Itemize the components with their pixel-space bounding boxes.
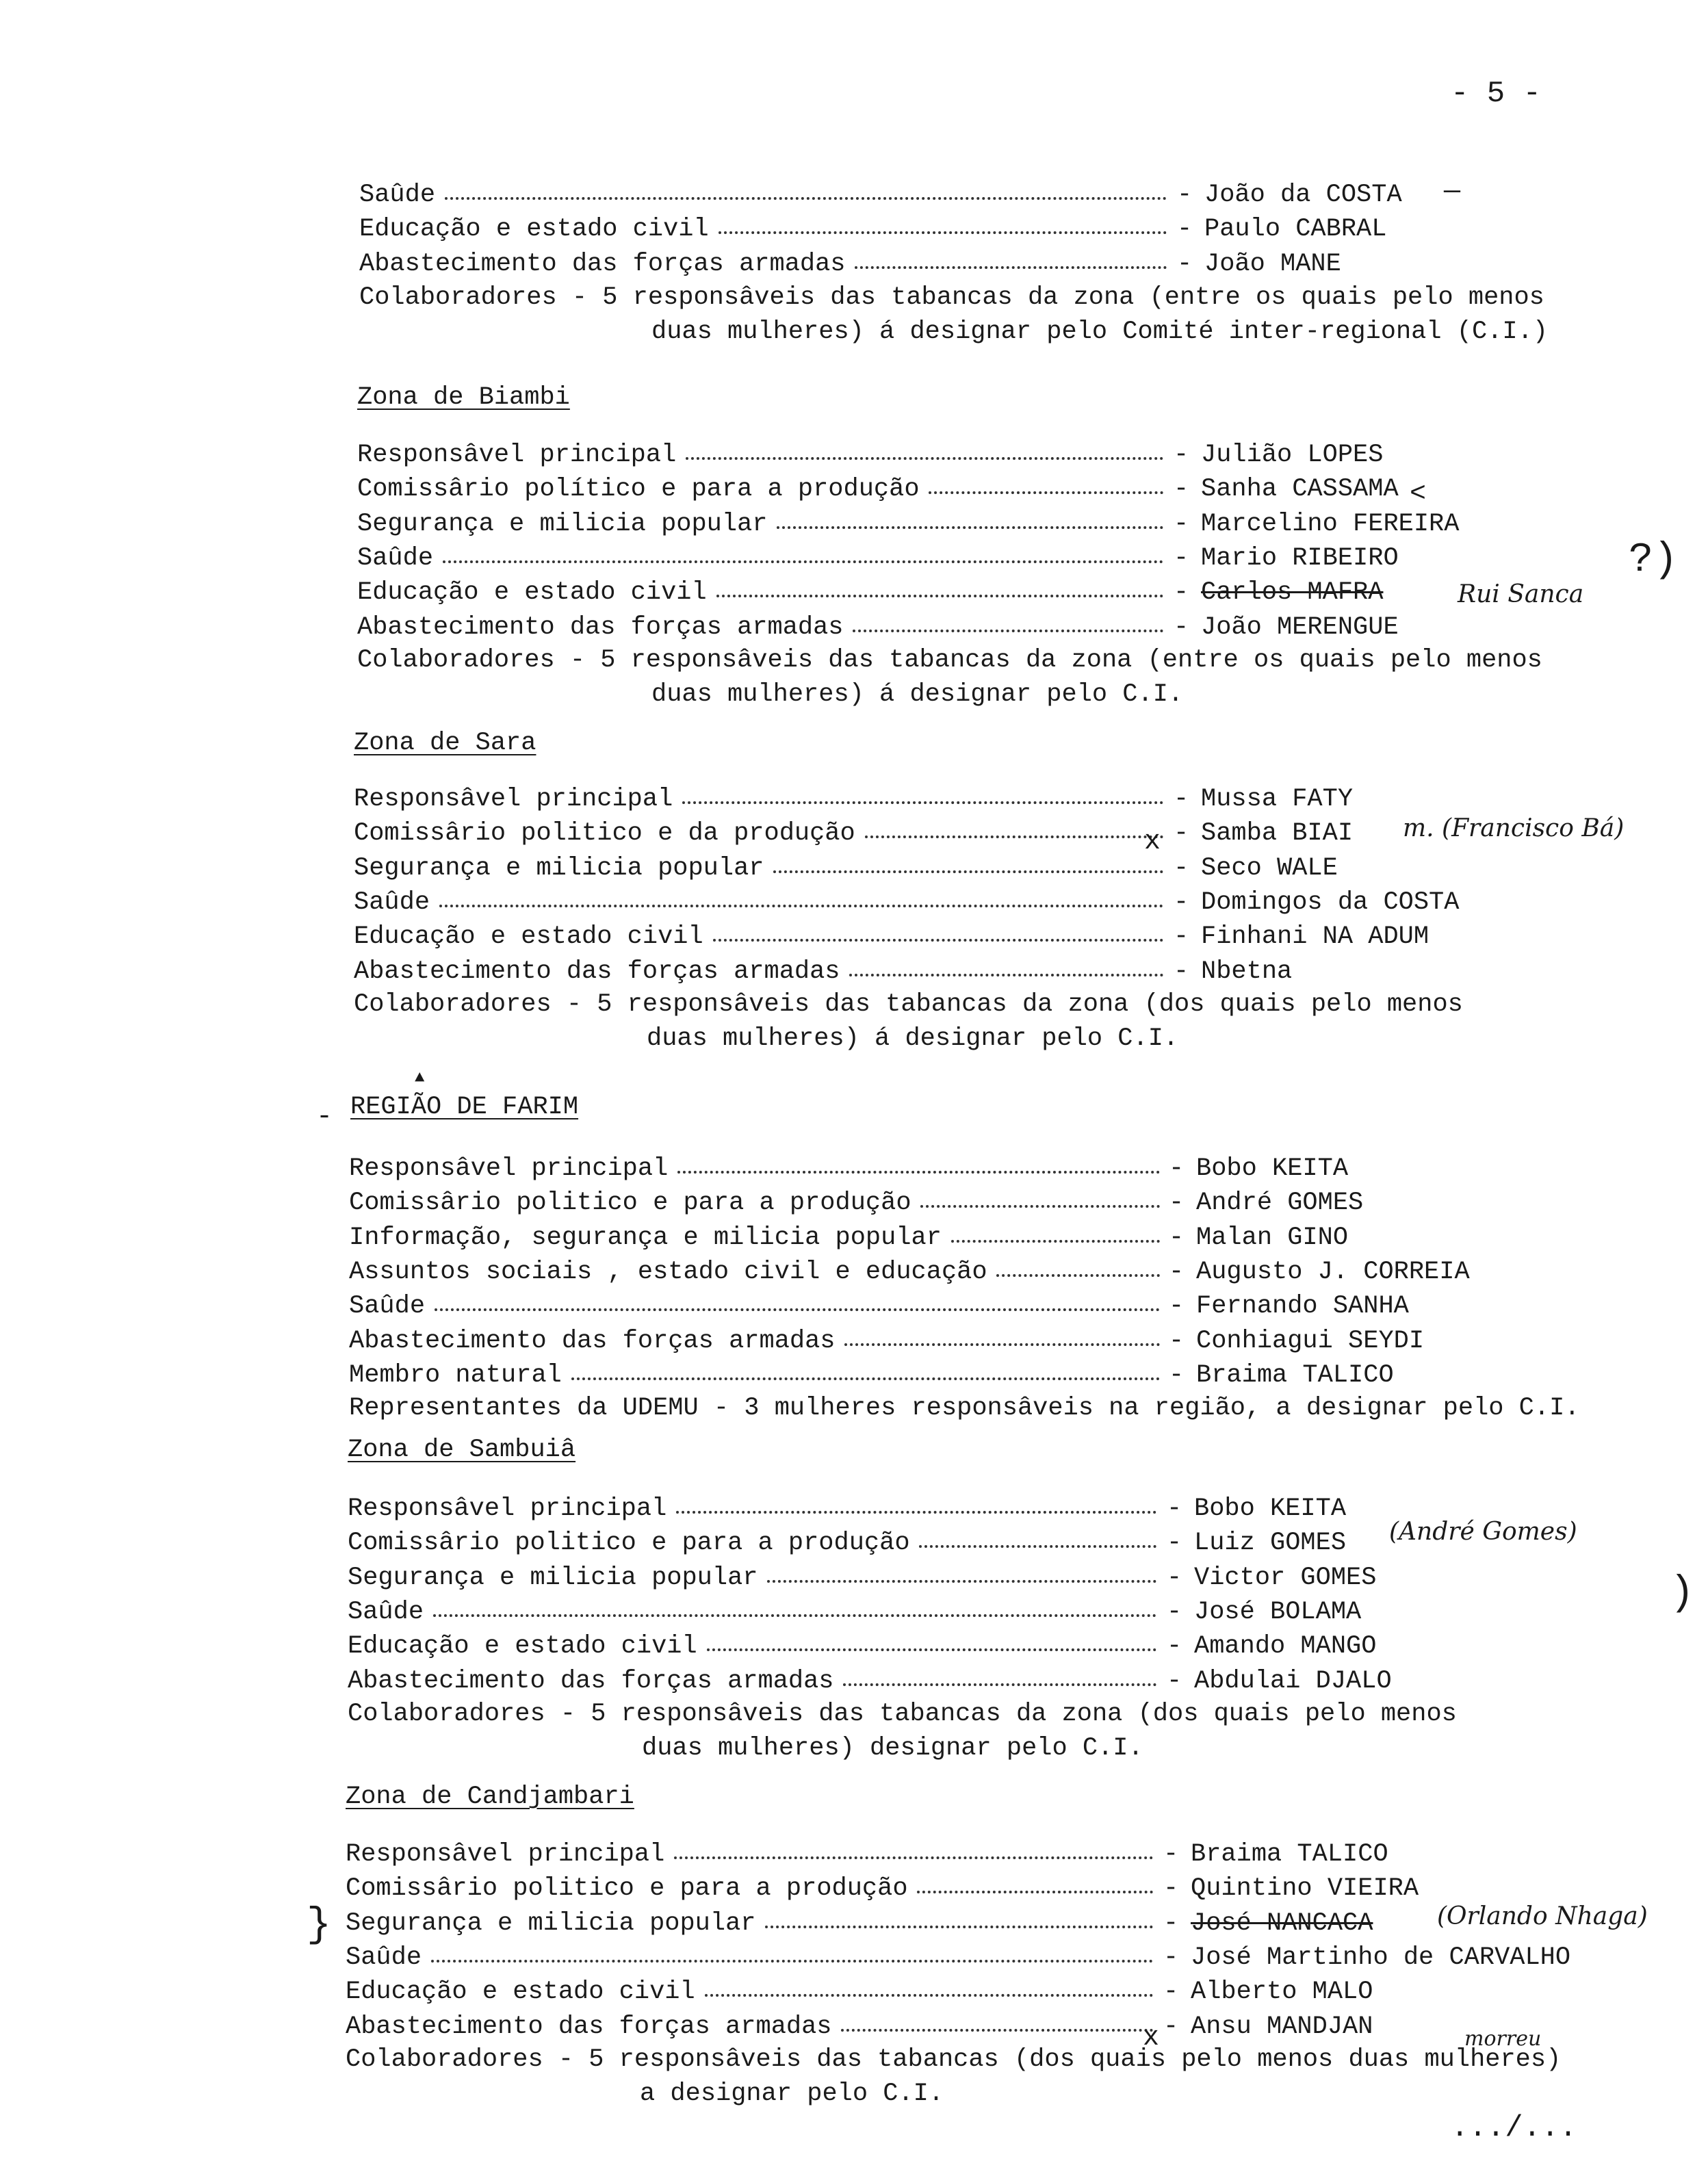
position-label: Responsâvel principal <box>346 1840 665 1869</box>
position-label: Informação, segurança e milicia popular <box>349 1223 942 1252</box>
collaborators-text: Colaboradores - 5 responsâveis das tabancas da zona (dos quais pelo menos <box>354 990 1463 1019</box>
position-label: Comissârio politico e para a produção <box>349 1189 911 1218</box>
position-label: Abastecimento das forças armadas <box>359 249 846 279</box>
dash-separator: - <box>1167 1529 1182 1558</box>
dotted-leader <box>843 1683 1156 1686</box>
dotted-leader <box>707 1648 1156 1651</box>
dotted-leader <box>433 1614 1156 1617</box>
dash-separator: - <box>1163 1978 1179 2007</box>
position-row <box>349 1221 1697 1255</box>
handwritten-note-andre-gomes: (André Gomes) <box>1389 1518 1577 1546</box>
dash-separator: - <box>1169 1154 1185 1183</box>
section-heading: REGIÃO DE FARIM <box>350 1093 579 1122</box>
dash-separator: - <box>1167 1494 1182 1523</box>
position-row <box>346 1871 1697 1906</box>
handwritten-note-rui-sanca: Rui Sanca <box>1458 580 1584 608</box>
dash-separator: - <box>1163 1840 1179 1869</box>
person-name: Paulo CABRAL <box>1204 215 1387 244</box>
person-name: Domingos da COSTA <box>1201 888 1460 917</box>
dotted-leader <box>435 1308 1160 1311</box>
position-row <box>348 1629 1697 1663</box>
position-label: Responsâvel principal <box>349 1154 669 1183</box>
dash-separator: - <box>1174 922 1189 952</box>
collaborators-text: a designar pelo C.I. <box>640 2080 944 2109</box>
person-name: José BOLAMA <box>1194 1597 1362 1627</box>
dotted-leader <box>676 1511 1156 1514</box>
position-row <box>349 1289 1697 1323</box>
collaborators-text: duas mulheres) á designar pelo Comité inter-regional (C.I.) <box>651 318 1549 347</box>
dotted-leader <box>917 1891 1153 1893</box>
dash-separator: - <box>1174 785 1189 814</box>
position-label: Segurança e milicia popular <box>348 1563 758 1592</box>
continuation-mark: .../... <box>1451 2111 1577 2145</box>
collaborators-text: Representantes da UDEMU - 3 mulheres responsâveis na região, a designar pelo C.I. <box>349 1394 1580 1423</box>
dotted-leader <box>929 491 1163 494</box>
person-name: Amando MANGO <box>1194 1632 1377 1661</box>
collaborators-text: duas mulheres) á designar pelo C.I. <box>651 680 1184 710</box>
position-row <box>349 1324 1697 1358</box>
person-name: Samba BIAI <box>1201 819 1354 849</box>
collaborators-text: Colaboradores - 5 responsâveis das tabancas da zona (entre os quais pelo menos <box>357 646 1542 675</box>
position-row <box>349 1152 1697 1186</box>
person-name: Julião LOPES <box>1201 441 1384 469</box>
person-name: Bobo KEITA <box>1196 1154 1349 1183</box>
person-name: Sanha CASSAMA <box>1201 475 1399 504</box>
dotted-leader <box>919 1545 1156 1548</box>
position-row <box>357 472 1697 506</box>
handwritten-note-orlando-nhaga: (Orlando Nhaga) <box>1437 1902 1648 1930</box>
dotted-leader <box>431 1960 1153 1963</box>
position-label: Saûde <box>357 543 434 573</box>
position-label: Educação e estado civil <box>354 922 703 952</box>
dash-separator: - <box>1174 957 1189 986</box>
dash-separator: - <box>1169 1223 1185 1252</box>
person-name: Luiz GOMES <box>1194 1529 1347 1558</box>
person-name: Malan GINO <box>1196 1223 1349 1252</box>
position-row <box>346 1975 1697 2009</box>
dotted-leader <box>855 266 1167 269</box>
arrow-mark-icon: < <box>1410 479 1427 510</box>
person-name: Nbetna <box>1201 957 1293 986</box>
person-name: Braima TALICO <box>1191 1840 1388 1869</box>
person-name: José NANCACA <box>1191 1908 1373 1938</box>
dash-separator: - <box>1163 1943 1179 1972</box>
dotted-leader <box>682 801 1163 804</box>
position-label: Comissârio político e para a produção <box>357 475 920 504</box>
position-label: Comissârio politico e para a produção <box>346 1874 908 1904</box>
dotted-leader <box>686 457 1163 460</box>
dotted-leader <box>674 1856 1153 1859</box>
dash-separator: - <box>1174 509 1189 539</box>
dash-separator: - <box>1174 612 1189 642</box>
dotted-leader <box>853 630 1163 632</box>
person-name: João da COSTA <box>1204 181 1402 209</box>
collaborators-text: Colaboradores - 5 responsâveis das tabancas da zona (dos quais pelo menos <box>348 1700 1457 1728</box>
dash-separator: - <box>1167 1632 1182 1661</box>
position-label: Comissârio politico e da produção <box>354 819 855 849</box>
collaborators-text: Colaboradores - 5 responsâveis das tabancas (dos quais pelo menos duas mulheres) <box>346 2045 1562 2074</box>
position-row <box>354 782 1697 816</box>
position-row <box>354 851 1697 885</box>
position-label: Saûde <box>346 1943 422 1972</box>
person-name: Mussa FATY <box>1201 785 1354 814</box>
dash-separator: - <box>1177 215 1193 244</box>
person-name: Braima TALICO <box>1196 1360 1394 1390</box>
position-row <box>357 438 1697 472</box>
dash-separator: - <box>1177 181 1193 209</box>
dash-separator: - <box>1163 1908 1179 1938</box>
dash-separator: - <box>1177 249 1193 279</box>
dash-separator: - <box>1169 1292 1185 1321</box>
dash-separator: - <box>1167 1597 1182 1627</box>
position-row <box>348 1595 1697 1629</box>
position-label: Membro natural <box>349 1360 562 1390</box>
dotted-leader <box>865 836 1163 838</box>
handwritten-note-francisco-ba: m. (Francisco Bá) <box>1403 814 1625 842</box>
position-row <box>349 1186 1697 1220</box>
position-label: Abastecimento das forças armadas <box>346 2012 832 2041</box>
dotted-leader <box>777 526 1163 529</box>
collaborators-text: duas mulheres) á designar pelo C.I. <box>647 1024 1179 1054</box>
dotted-leader <box>844 1343 1160 1346</box>
dash-separator: - <box>1167 1563 1182 1592</box>
dotted-leader <box>773 870 1163 873</box>
dash-separator: - <box>1174 441 1189 469</box>
position-label: Assuntos sociais , estado civil e educação <box>349 1257 987 1286</box>
position-row <box>349 1358 1697 1393</box>
position-label: Educação e estado civil <box>359 215 709 244</box>
position-label: Educação e estado civil <box>346 1978 695 2007</box>
position-row <box>348 1561 1697 1595</box>
position-row <box>354 920 1697 954</box>
collaborators-text: duas mulheres) designar pelo C.I. <box>642 1734 1143 1763</box>
person-name: André GOMES <box>1196 1189 1364 1218</box>
dash-separator: - <box>1169 1189 1185 1218</box>
position-label: Comissârio politico e para a produção <box>348 1529 910 1558</box>
position-label: Saûde <box>348 1597 424 1627</box>
x-mark-icon: x <box>1143 2023 1160 2054</box>
dash-separator: - <box>1163 2012 1179 2041</box>
section-heading: Zona de Candjambari <box>346 1783 634 1811</box>
person-name: Fernando SANHA <box>1196 1292 1409 1321</box>
position-row <box>346 1837 1697 1871</box>
position-label: Responsâvel principal <box>357 441 677 469</box>
dash-separator: - <box>1174 888 1189 917</box>
person-name: João MERENGUE <box>1201 612 1399 642</box>
page-number: - 5 - <box>1451 77 1542 111</box>
person-name: Victor GOMES <box>1194 1563 1377 1592</box>
dotted-leader <box>677 1171 1160 1174</box>
person-name: Bobo KEITA <box>1194 1494 1347 1523</box>
person-name: Conhiagui SEYDI <box>1196 1326 1425 1356</box>
position-row <box>354 955 1697 989</box>
dotted-leader <box>841 2029 1153 2032</box>
dash-separator: - <box>1169 1326 1185 1356</box>
position-label: Segurança e milicia popular <box>354 853 764 883</box>
collaborators-text: Colaboradores - 5 responsâveis das tabancas da zona (entre os quais pelo menos <box>359 283 1544 312</box>
position-label: Saûde <box>359 181 436 209</box>
position-row <box>359 178 1697 212</box>
bracket-mark-icon: ) <box>1670 1570 1695 1617</box>
section-heading: Zona de Sara <box>354 729 536 757</box>
position-row <box>357 610 1697 645</box>
position-label: Segurança e milicia popular <box>357 509 768 539</box>
position-label: Responsâvel principal <box>354 785 673 814</box>
dotted-leader <box>439 905 1163 907</box>
person-name: Finhani NA ADUM <box>1201 922 1429 952</box>
dash-separator: - <box>1174 853 1189 883</box>
dotted-leader <box>765 1926 1153 1928</box>
position-row <box>359 212 1697 246</box>
position-label: Abastecimento das forças armadas <box>354 957 840 986</box>
dotted-leader <box>951 1240 1160 1243</box>
position-row <box>357 541 1697 575</box>
position-row <box>357 507 1697 541</box>
person-name: João MANE <box>1204 249 1341 279</box>
position-label: Abastecimento das forças armadas <box>348 1666 834 1696</box>
dash-separator: - <box>1163 1874 1179 1904</box>
position-label: Educação e estado civil <box>357 578 707 608</box>
person-name: Ansu MANDJAN <box>1191 2012 1373 2041</box>
dash-separator: - <box>1174 543 1189 573</box>
dash-separator: - <box>1167 1666 1182 1696</box>
position-label: Saûde <box>354 888 430 917</box>
position-label: Responsâvel principal <box>348 1494 667 1523</box>
dotted-leader <box>713 939 1163 942</box>
dotted-leader <box>920 1205 1160 1208</box>
person-name: Mario RIBEIRO <box>1201 543 1399 573</box>
dotted-leader <box>716 595 1163 597</box>
dotted-leader <box>719 231 1167 234</box>
person-name: Carlos MAFRA <box>1201 578 1384 608</box>
person-name: Alberto MALO <box>1191 1978 1373 2007</box>
section-heading: Zona de Sambuiâ <box>348 1436 576 1464</box>
position-label: Abastecimento das forças armadas <box>357 612 844 642</box>
dotted-leader <box>443 560 1163 563</box>
check-mark-icon: — <box>1444 177 1461 207</box>
position-row <box>359 247 1697 281</box>
x-mark-icon: x <box>1144 827 1161 857</box>
dotted-leader <box>996 1274 1160 1277</box>
person-name: Abdulai DJALO <box>1194 1666 1392 1696</box>
position-label: Abastecimento das forças armadas <box>349 1326 836 1356</box>
dash-separator: - <box>1174 819 1189 849</box>
position-row <box>348 1664 1697 1698</box>
position-row <box>349 1255 1697 1289</box>
person-name: Marcelino FEREIRA <box>1201 509 1460 539</box>
handwritten-note-morreu: morreu <box>1464 2027 1542 2051</box>
dash-separator: - <box>1169 1360 1185 1390</box>
dotted-leader <box>849 974 1163 976</box>
person-name: Seco WALE <box>1201 853 1338 883</box>
dash-separator: - <box>1169 1257 1185 1286</box>
person-name: Quintino VIEIRA <box>1191 1874 1419 1904</box>
dash-mark-icon: - <box>316 1102 333 1132</box>
dotted-leader <box>767 1580 1156 1583</box>
dotted-leader <box>705 1994 1153 1997</box>
dash-separator: - <box>1174 475 1189 504</box>
position-label: Saûde <box>349 1292 426 1321</box>
bracket-mark-icon: ?) <box>1629 537 1679 584</box>
dash-separator: - <box>1174 578 1189 608</box>
position-label: Educação e estado civil <box>348 1632 697 1661</box>
position-label: Segurança e milicia popular <box>346 1908 756 1938</box>
position-row <box>346 1941 1697 1975</box>
person-name: José Martinho de CARVALHO <box>1191 1943 1571 1972</box>
section-heading: Zona de Biambi <box>357 383 570 412</box>
bracket-mark-icon: } <box>307 1902 332 1949</box>
position-row <box>354 885 1697 920</box>
caret-mark-icon: ▲ <box>415 1069 425 1087</box>
dotted-leader <box>445 197 1167 200</box>
dotted-leader <box>571 1377 1160 1380</box>
person-name: Augusto J. CORREIA <box>1196 1257 1470 1286</box>
